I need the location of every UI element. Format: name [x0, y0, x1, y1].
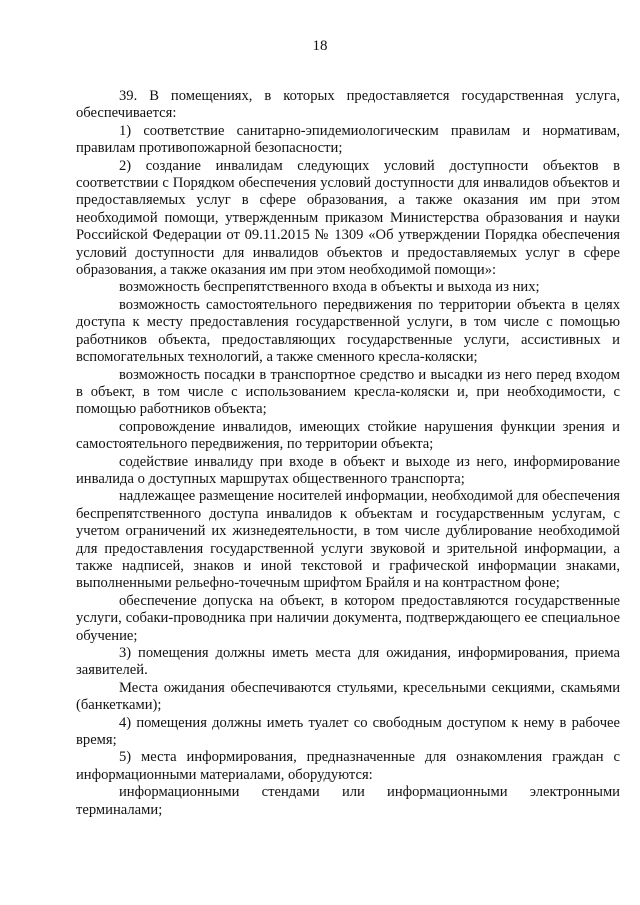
paragraph-item-5: 5) места информирования, предназначенные для ознакомления граждан с информационными материалами, оборудуются:: [76, 749, 620, 783]
paragraph-item-4: 4) помещения должны иметь туалет со свободным доступом к нему в рабочее время;: [76, 714, 620, 749]
paragraph-waiting-seats: Места ожидания обеспечиваются стульями, кресельными секциями, скамьями (банкетками);: [76, 679, 620, 714]
paragraph-movement: возможность самостоятельного передвижения по территории объекта в целях доступа к месту предоставления государственной услуги, в том числе с помощью работников объекта, предоставляющих государственные услуги, ассистивных и вспомогательных технологий, а также сменного кресла-коляски;: [76, 296, 620, 366]
paragraph-transport: возможность посадки в транспортное средство и высадки из него перед входом в объект, в том числе с использованием кресла-коляски и, при необходимости, с помощью работников объекта;: [76, 366, 620, 418]
paragraph-stands: информационными стендами или информационными электронными терминалами;: [76, 784, 620, 818]
paragraph-escort: сопровождение инвалидов, имеющих стойкие нарушения функции зрения и самостоятельного передвижения, по территории объекта;: [76, 418, 620, 453]
paragraph-39-intro: 39. В помещениях, в которых предоставляется государственная услуга, обеспечивается:: [76, 88, 620, 122]
paragraph-information-placement: надлежащее размещение носителей информации, необходимой для обеспечения беспрепятственного доступа инвалидов к объектам и государственным услугам, с учетом ограничений их жизнедеятельности, в том числе дублирование необходимой для предоставления государственной услуги звуковой и зрительной информации, а также надписей, знаков и иной текстовой и графической информации знаками, выполненными рельефно-точечным шрифтом Брайля и на контрастном фоне;: [76, 488, 620, 592]
paragraph-item-2: 2) создание инвалидам следующих условий доступности объектов в соответствии с Порядком обеспечения условий доступности для инвалидов объектов и предоставляемых услуг в сфере образования, а также оказания им при этом необходимой помощи, утвержденным приказом Министерства образования и науки Российской Федерации от 09.11.2015 № 1309 «Об утверждении Порядка обеспечения условий доступности для инвалидов объектов и предоставляемых услуг в сфере образования, а также оказания им при этом необходимой помощи»:: [76, 157, 620, 279]
paragraph-item-3: 3) помещения должны иметь места для ожидания, информирования, приема заявителей.: [76, 645, 620, 679]
paragraph-guide-dog: обеспечение допуска на объект, в котором предоставляются государственные услуги, собаки-проводника при наличии документа, подтверждающего ее специальное обучение;: [76, 592, 620, 644]
paragraph-item-1: 1) соответствие санитарно-эпидемиологическим правилам и нормативам, правилам противопожарной безопасности;: [76, 122, 620, 157]
paragraph-entry-access: возможность беспрепятственного входа в объекты и выхода из них;: [119, 279, 540, 296]
page-number: 18: [312, 38, 328, 54]
document-body: [76, 88, 620, 819]
paragraph-assistance: содействие инвалиду при входе в объект и выходе из него, информирование инвалида о доступных маршрутах общественного транспорта;: [76, 453, 620, 487]
